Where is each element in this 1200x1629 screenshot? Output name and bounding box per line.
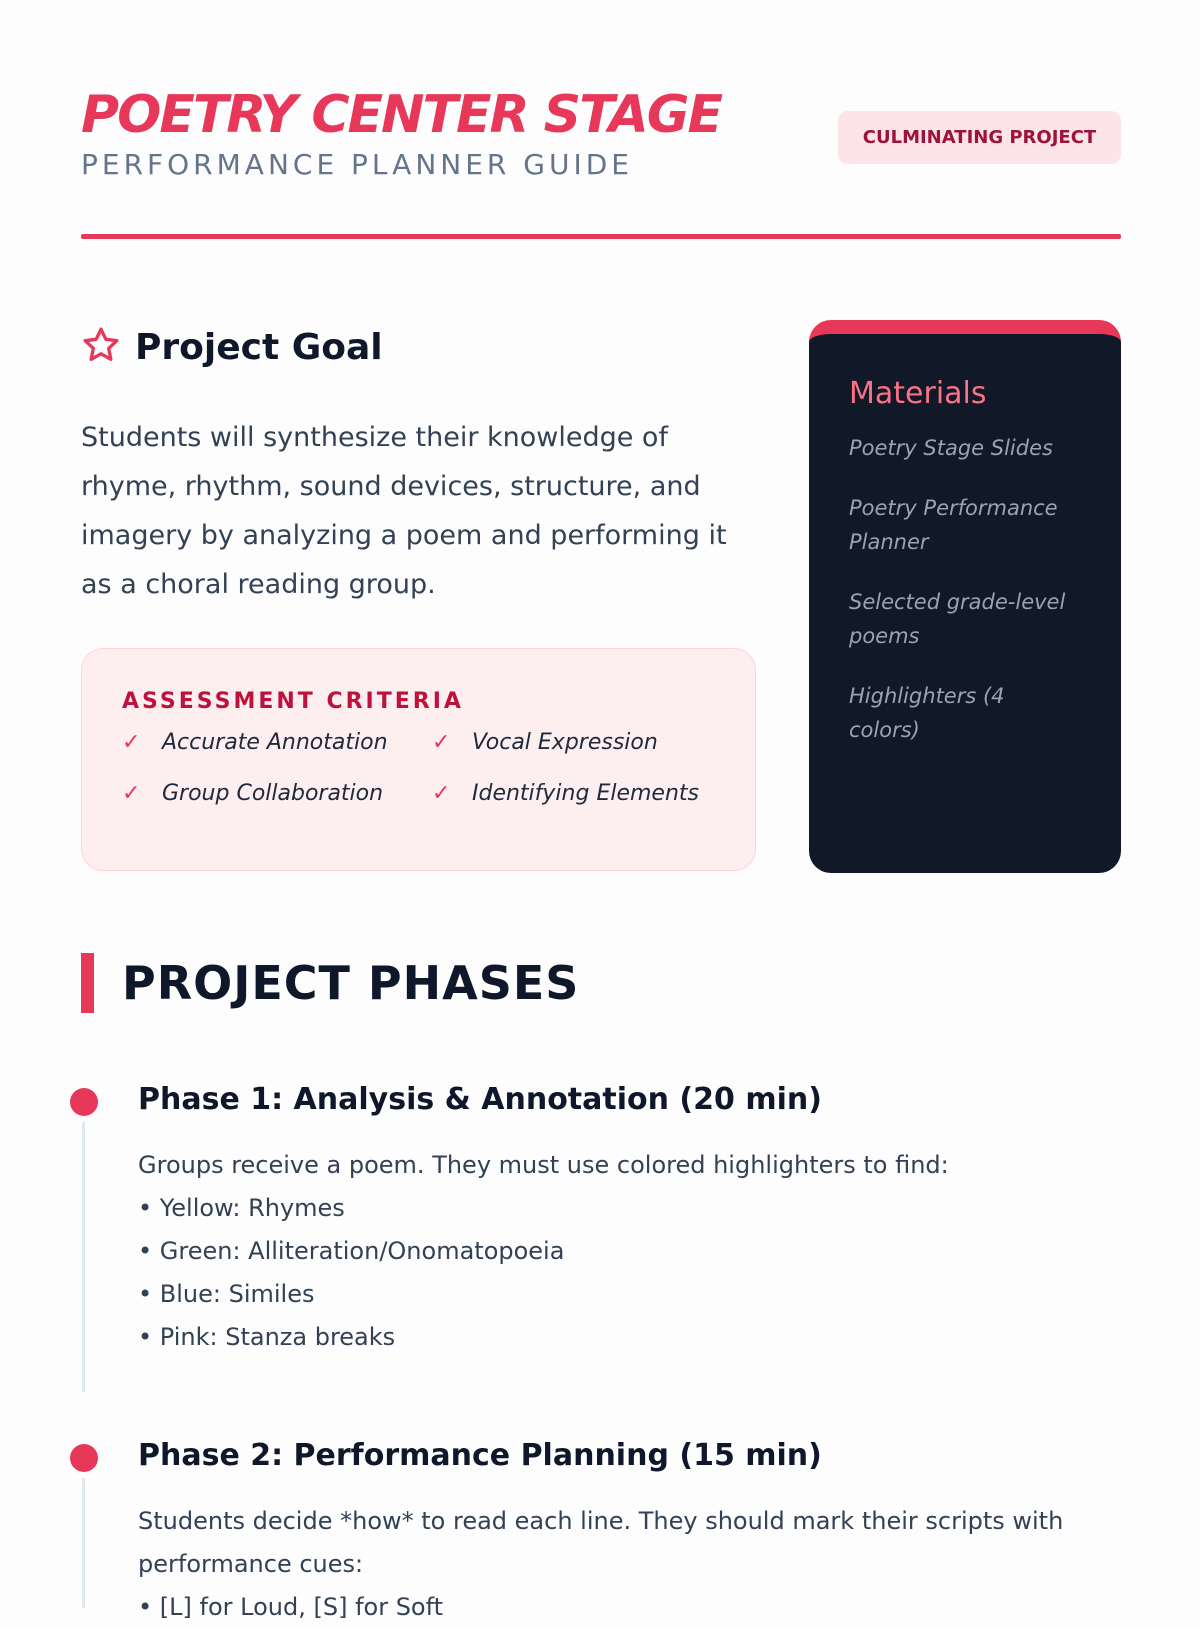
phases-heading <box>81 953 579 1013</box>
page-title: POETRY CENTER STAGE <box>81 85 722 145</box>
assessment-criteria-card <box>81 648 756 871</box>
criteria-label: Accurate Annotation <box>162 730 388 755</box>
material-item: Selected grade-level poems <box>849 590 1066 648</box>
timeline-line <box>82 1478 85 1608</box>
phase-bullet: • [L] for Loud, [S] for Soft <box>138 1593 444 1621</box>
goal-heading <box>81 325 383 369</box>
phase-body <box>138 1144 1078 1359</box>
criteria-item <box>122 781 432 806</box>
phase-intro: Students decide *how* to read each line. They should mark their scripts with performance cues: <box>138 1507 1064 1578</box>
timeline-dot <box>70 1088 98 1116</box>
materials-title: Materials <box>849 376 987 411</box>
timeline-line <box>82 1122 85 1392</box>
heading-accent-bar <box>81 953 94 1013</box>
criteria-item <box>432 781 732 806</box>
phases-title: PROJECT PHASES <box>122 956 580 1010</box>
check-icon: ✓ <box>432 781 451 806</box>
star-icon <box>81 325 121 369</box>
goal-description: Students will synthesize their knowledge of rhyme, rhythm, sound devices, structure, and imagery by analyzing a poem and performing it as a choral reading group. <box>81 422 727 600</box>
material-item: Poetry Stage Slides <box>849 436 1053 460</box>
header-divider <box>81 234 1121 239</box>
material-item: Highlighters (4 colors) <box>849 684 1005 742</box>
project-badge: CULMINATING PROJECT <box>838 111 1121 164</box>
timeline-dot <box>70 1444 98 1472</box>
phase-bullet: • Blue: Similes <box>138 1280 315 1308</box>
phase-bullet: • Yellow: Rhymes <box>138 1194 345 1222</box>
criteria-label: Identifying Elements <box>472 781 699 806</box>
page-header <box>81 86 1121 182</box>
phase-intro: Groups receive a poem. They must use colored highlighters to find: <box>138 1151 949 1179</box>
criteria-item <box>122 730 432 755</box>
criteria-label: Vocal Expression <box>472 730 658 755</box>
check-icon: ✓ <box>122 781 141 806</box>
phase-body <box>138 1500 1078 1629</box>
materials-card <box>809 320 1121 873</box>
criteria-label: Group Collaboration <box>162 781 384 806</box>
check-icon: ✓ <box>122 730 141 755</box>
check-icon: ✓ <box>432 730 451 755</box>
criteria-title: ASSESSMENT CRITERIA <box>122 689 464 714</box>
phase-title: Phase 2: Performance Planning (15 min) <box>138 1438 822 1473</box>
goal-title: Project Goal <box>135 326 383 368</box>
phase-bullet: • Green: Alliteration/Onomatopoeia <box>138 1237 565 1265</box>
material-item: Poetry Performance Planner <box>849 496 1058 554</box>
phase-title: Phase 1: Analysis & Annotation (20 min) <box>138 1082 822 1117</box>
page-subtitle: PERFORMANCE PLANNER GUIDE <box>81 148 633 181</box>
phase-bullet: • Pink: Stanza breaks <box>138 1323 396 1351</box>
criteria-item <box>432 730 732 755</box>
